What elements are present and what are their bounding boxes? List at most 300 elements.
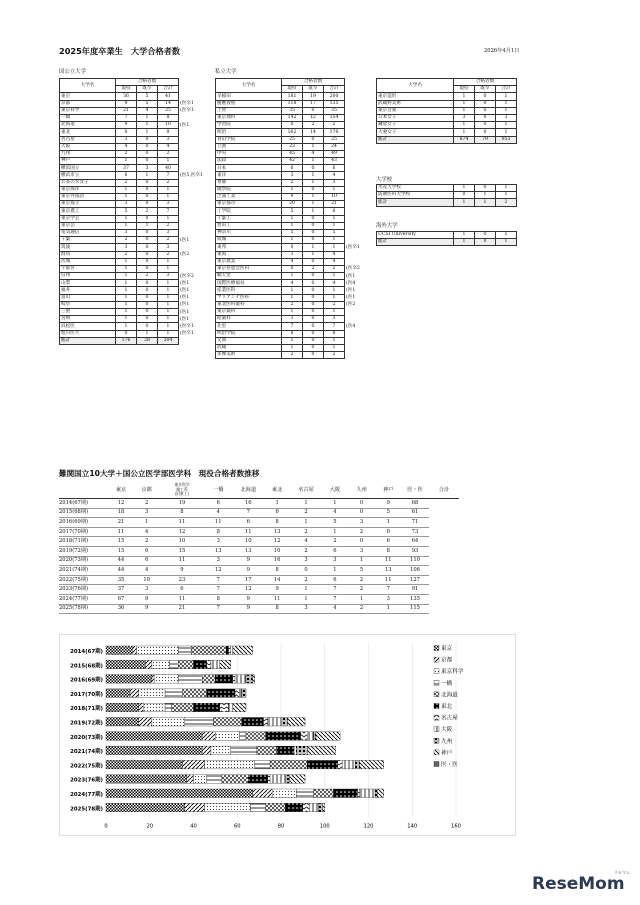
private-section-label: 私立大学 (215, 69, 237, 75)
history-value: 6 (264, 508, 290, 518)
bar-segment (281, 718, 288, 727)
history-value: 3 (375, 594, 401, 604)
legend-swatch (434, 727, 439, 732)
bar-segment (229, 646, 231, 655)
y-category-label: 2025(78期) (70, 806, 103, 813)
table-row (60, 114, 179, 121)
current-count: 1 (116, 301, 137, 308)
history-value: 12 (204, 566, 232, 576)
bar-segment (139, 718, 152, 727)
graduate-count: 0 (137, 158, 158, 165)
total-count: 1 (496, 107, 517, 114)
history-value: 13 (375, 566, 401, 576)
bar-segment (204, 803, 250, 812)
current-count: 2 (116, 150, 137, 157)
bar-segment (220, 703, 229, 712)
total-count: 4 (324, 280, 345, 287)
current-count: 2 (116, 237, 137, 244)
total-count: 1 (496, 192, 517, 199)
bar-segment (172, 703, 194, 712)
resemom-logo-text: ReseMom (532, 874, 625, 894)
graduate-count: 0 (303, 107, 324, 114)
table-row (60, 186, 179, 193)
university-name: 中央 (216, 150, 282, 157)
total-count: 1 (158, 265, 179, 272)
total-count: 1 (496, 129, 517, 136)
current-count: 3 (116, 136, 137, 143)
history-value: 11 (160, 518, 205, 528)
total-count: 7 (158, 172, 179, 179)
history-value: 1 (290, 585, 322, 595)
history-value: 37 (108, 585, 134, 595)
graduate-count: 1 (137, 122, 158, 129)
history-value: 12 (108, 499, 134, 509)
total-count: 154 (324, 114, 345, 121)
private-university-table (215, 78, 345, 359)
history-year: 2018(71期) (59, 537, 108, 547)
current-count: 2 (282, 352, 303, 359)
bar-segment (338, 760, 342, 769)
history-value: 8 (204, 594, 232, 604)
bar-segment (106, 660, 145, 669)
total-count: 2 (324, 352, 345, 359)
university-name: 東京芸 (60, 222, 116, 229)
current-count: 1 (116, 158, 137, 165)
graduate-count: 0 (303, 294, 324, 301)
total-count: 8 (324, 330, 345, 337)
current-count: 0 (454, 192, 475, 199)
university-name: 岐阜 (60, 301, 116, 308)
university-name: 東京学芸 (60, 215, 116, 222)
university-name: 鎌倉女子 (377, 122, 454, 129)
bar-segment (145, 660, 152, 669)
x-tick-label: 0 (104, 823, 108, 830)
bar-segment (132, 646, 136, 655)
university-name: 群馬 (60, 251, 116, 258)
legend-label: 医・医 (441, 762, 458, 768)
total-count: 1 (324, 237, 345, 244)
table-row (216, 229, 345, 236)
history-value: 15 (160, 546, 205, 556)
university-name: 文教 (216, 337, 282, 344)
graduate-count: 0 (137, 301, 158, 308)
history-year: 2024(77期) (59, 594, 108, 604)
bar-segment (307, 732, 314, 741)
table-row (377, 185, 517, 192)
history-year: 2022(75期) (59, 575, 108, 585)
university-name: 茨城 (60, 258, 116, 265)
total-count: 1 (324, 337, 345, 344)
table-row (216, 237, 345, 244)
bar-segment (178, 675, 202, 684)
medical-note: (医卒1 (180, 323, 194, 329)
graduate-count: 0 (303, 273, 324, 280)
history-value: 91 (401, 585, 429, 595)
national-university-table (59, 78, 179, 345)
graduate-count: 0 (137, 150, 158, 157)
total-count: 10 (158, 122, 179, 129)
history-row (59, 508, 459, 518)
table-row (216, 208, 345, 215)
university-name: 東洋 (216, 172, 282, 179)
table-row (60, 323, 179, 330)
history-col-header: 医・医 (401, 482, 429, 499)
history-value: 9 (134, 594, 160, 604)
total-label: 総計 (377, 199, 454, 206)
university-name: 昭薬科 (216, 316, 282, 323)
col-university: 大学名 (60, 79, 116, 93)
bar-segment (250, 803, 265, 812)
bar-segment (239, 689, 241, 698)
bar-segment (137, 646, 179, 655)
total-count: 3 (158, 201, 179, 208)
legend-swatch (434, 704, 439, 709)
history-value: 71 (401, 518, 429, 528)
table-row (60, 215, 179, 222)
table-row (377, 93, 517, 100)
bar-segment (307, 746, 335, 755)
y-category-label: 2016(69期) (70, 677, 103, 684)
graduate-count: 0 (303, 352, 324, 359)
history-value: 1 (290, 518, 322, 528)
bar-segment (231, 646, 233, 655)
col-graduate: 既卒 (475, 86, 496, 93)
university-name: 東北医科薬科 (216, 301, 282, 308)
history-value: 1 (322, 566, 348, 576)
current-count: 37 (116, 165, 137, 172)
bar-segment (106, 746, 202, 755)
total-count: 3 (158, 136, 179, 143)
graduate-count: 0 (303, 323, 324, 330)
history-year: 2015(68期) (59, 508, 108, 518)
table-row (216, 179, 345, 186)
graduate-count: 0 (475, 122, 496, 129)
current-count: 1 (116, 316, 137, 323)
total-count: 204 (158, 337, 179, 344)
legend-swatch (434, 715, 439, 720)
history-value: 0 (290, 566, 322, 576)
table-row (216, 344, 345, 351)
table-row (60, 150, 179, 157)
university-name: 上智 (216, 107, 282, 114)
history-year: 2025(78期) (59, 604, 108, 614)
table-row (60, 165, 179, 172)
history-value: 21 (108, 518, 134, 528)
history-value: 8 (160, 508, 205, 518)
table-row (216, 316, 345, 323)
table-row (216, 337, 345, 344)
history-col-header: 大阪 (322, 482, 348, 499)
table-row (60, 258, 179, 265)
medical-note: (医卒1 (180, 101, 194, 107)
legend-label: 北海道 (441, 692, 458, 699)
history-year: 2020(73期) (59, 556, 108, 566)
graduate-count: 1 (475, 199, 496, 206)
graduate-count: 0 (303, 337, 324, 344)
total-label: 総計 (377, 136, 454, 143)
history-value: 11 (375, 556, 401, 566)
history-year: 2019(72期) (59, 546, 108, 556)
graduate-count: 0 (137, 244, 158, 251)
university-name: 浜松医 (60, 323, 116, 330)
history-value: 8 (264, 518, 290, 528)
total-count: 1 (324, 344, 345, 351)
university-name: 日本女子 (377, 114, 454, 121)
university-name: 大阪 (60, 143, 116, 150)
table-row (216, 215, 345, 222)
university-name: 慶應義塾 (216, 100, 282, 107)
graduate-count: 1 (303, 201, 324, 208)
university-name: UCSI University (377, 232, 454, 239)
total-count: 1 (496, 93, 517, 100)
current-count: 3 (282, 172, 303, 179)
current-count: 0 (282, 265, 303, 272)
medical-note: (医1 (180, 280, 190, 286)
bar-segment (215, 675, 233, 684)
graduate-count: 0 (137, 287, 158, 294)
total-count: 7 (324, 323, 345, 330)
x-tick-label: 140 (407, 823, 418, 830)
bar-segment (143, 703, 165, 712)
total-count: 135 (324, 100, 345, 107)
history-value: 2 (290, 546, 322, 556)
bar-segment (248, 775, 268, 784)
table-row (60, 93, 179, 100)
bar-segment (202, 732, 215, 741)
table-row (60, 273, 179, 280)
graduate-count: 0 (303, 229, 324, 236)
history-row (59, 556, 459, 566)
university-name: 成城 (216, 237, 282, 244)
current-count: 176 (116, 337, 137, 344)
history-value: 7 (204, 575, 232, 585)
graduate-count: 0 (137, 215, 158, 222)
history-col-year (59, 482, 108, 499)
current-count: 4 (282, 258, 303, 265)
legend-swatch (434, 692, 439, 697)
y-category-label: 2023(76期) (70, 777, 103, 784)
table-row (60, 330, 179, 337)
history-value: 7 (322, 585, 348, 595)
total-count: 1 (158, 323, 179, 330)
table-row (216, 172, 345, 179)
current-count: 3 (116, 229, 137, 236)
current-count: 2 (282, 179, 303, 186)
history-value: 9 (232, 604, 264, 614)
history-value: 16 (264, 556, 290, 566)
x-tick-label: 80 (277, 823, 285, 830)
current-count: 7 (282, 323, 303, 330)
university-name: 早稲田 (216, 93, 282, 100)
history-value: 7 (232, 508, 264, 518)
x-tick-label: 160 (451, 823, 461, 830)
current-count: 1 (282, 186, 303, 193)
history-value: 5 (322, 518, 348, 528)
history-value: 3 (134, 508, 160, 518)
history-value: 2 (134, 537, 160, 547)
table-row (60, 301, 179, 308)
overseas-section-label: 海外大学 (376, 223, 398, 229)
legend-label: 大阪 (441, 727, 453, 734)
graduate-count: 0 (475, 185, 496, 192)
history-value: 6 (134, 546, 160, 556)
graduate-count: 0 (137, 294, 158, 301)
bar-segment (296, 789, 314, 798)
bar-segment (309, 803, 318, 812)
bar-segment (296, 746, 307, 755)
bar-segment (211, 746, 231, 755)
table-row (216, 158, 345, 165)
graduate-count: 0 (475, 114, 496, 121)
col-graduate: 既卒 (137, 86, 158, 93)
current-count: 118 (282, 100, 303, 107)
university-name: 東京都立 (60, 201, 116, 208)
table-row (216, 273, 345, 280)
bar-segment (285, 803, 303, 812)
medical-note: (医4 (346, 280, 356, 286)
history-value: 7 (322, 594, 348, 604)
current-count: 3 (282, 316, 303, 323)
history-value: 10 (134, 575, 160, 585)
total-count: 25 (324, 136, 345, 143)
graduate-count: 0 (137, 280, 158, 287)
bar-segment (242, 718, 264, 727)
total-count: 1 (158, 194, 179, 201)
university-name: 法政 (216, 158, 282, 165)
current-count: 1 (116, 186, 137, 193)
current-count: 3 (282, 251, 303, 258)
history-value: 6 (232, 518, 264, 528)
university-name: 東京海洋 (60, 186, 116, 193)
university-name: 一橋 (60, 114, 116, 121)
total-count: 1 (496, 232, 517, 239)
history-year: 2023(76期) (59, 585, 108, 595)
history-col-header: 東北 (264, 482, 290, 499)
university-name: 明治学院 (216, 330, 282, 337)
university-name: 日本 (216, 165, 282, 172)
bar-segment (235, 675, 246, 684)
medical-note: (医1 (180, 316, 190, 322)
university-name: 東京 (60, 93, 116, 100)
bar-segment (270, 760, 307, 769)
table-row (216, 107, 345, 114)
current-count: 1 (454, 232, 475, 239)
bar-segment (233, 675, 235, 684)
history-table (59, 482, 459, 614)
table-row (60, 172, 179, 179)
bar-segment (207, 775, 222, 784)
table-row (216, 287, 345, 294)
total-count: 4 (324, 251, 345, 258)
bar-segment (342, 760, 355, 769)
history-value: 64 (401, 537, 429, 547)
history-value: 61 (401, 508, 429, 518)
bar-segment (165, 703, 172, 712)
university-name: 東京慈恵会医科 (216, 265, 282, 272)
current-count: 1 (454, 239, 475, 246)
current-count: 2 (116, 251, 137, 258)
bar-segment (266, 732, 301, 741)
history-value: 13 (232, 546, 264, 556)
history-value: 127 (401, 575, 429, 585)
total-count: 1 (158, 316, 179, 323)
university-name: 豊田工 (216, 222, 282, 229)
bar-segment (303, 803, 310, 812)
resemom-logo (532, 870, 630, 894)
university-name: 立教 (216, 143, 282, 150)
history-value: 3 (348, 518, 376, 528)
private-university-table-2 (376, 78, 517, 144)
legend-label: 九州 (441, 738, 453, 745)
total-count: 5 (324, 229, 345, 236)
bar-segment (215, 732, 239, 741)
total-count: 1 (158, 186, 179, 193)
history-row (59, 604, 459, 614)
history-value: 4 (134, 566, 160, 576)
university-name: 北海道 (60, 122, 116, 129)
graduate-count: 0 (303, 280, 324, 287)
university-name: 宮崎 (60, 316, 116, 323)
history-value: 12 (232, 585, 264, 595)
bar-segment (211, 660, 220, 669)
bar-segment (235, 689, 239, 698)
table-row (216, 143, 345, 150)
table-row (377, 114, 517, 121)
total-count: 25 (158, 107, 179, 114)
total-count: 6 (324, 208, 345, 215)
history-value: 2 (348, 585, 376, 595)
graduate-count: 0 (303, 309, 324, 316)
table-row (216, 165, 345, 172)
history-value: 0 (348, 508, 376, 518)
col-current: 現役 (454, 86, 475, 93)
graduate-count: 1 (137, 114, 158, 121)
history-value: 9 (134, 604, 160, 614)
total-count: 176 (324, 129, 345, 136)
history-value: 6 (160, 585, 205, 595)
total-count: 9 (158, 129, 179, 136)
graduate-count: 0 (303, 330, 324, 337)
university-name: 國學院 (216, 186, 282, 193)
total-label: 総計 (377, 239, 454, 246)
y-category-label: 2021(74期) (70, 749, 103, 756)
bar-segment (255, 760, 270, 769)
legend-label: 東北 (441, 704, 453, 710)
bar-segment (152, 718, 185, 727)
bar-segment (323, 803, 325, 812)
total-count: 2 (158, 237, 179, 244)
table-row (60, 143, 179, 150)
table-row (60, 287, 179, 294)
table-row (216, 222, 345, 229)
current-count: 45 (282, 150, 303, 157)
current-count: 1 (116, 273, 137, 280)
total-row (377, 239, 517, 246)
current-count: 1 (454, 122, 475, 129)
history-value: 6 (322, 546, 348, 556)
legend-label: 神戸 (441, 750, 453, 757)
graduate-count: 0 (475, 100, 496, 107)
history-value: 11 (375, 575, 401, 585)
total-count: 2 (158, 150, 179, 157)
table-row (60, 265, 179, 272)
table-row (216, 352, 345, 359)
x-tick-label: 40 (190, 823, 197, 830)
graduate-count: 0 (475, 93, 496, 100)
current-count: 5 (116, 208, 137, 215)
table-row (60, 158, 179, 165)
university-name: 芝浦工業 (216, 194, 282, 201)
